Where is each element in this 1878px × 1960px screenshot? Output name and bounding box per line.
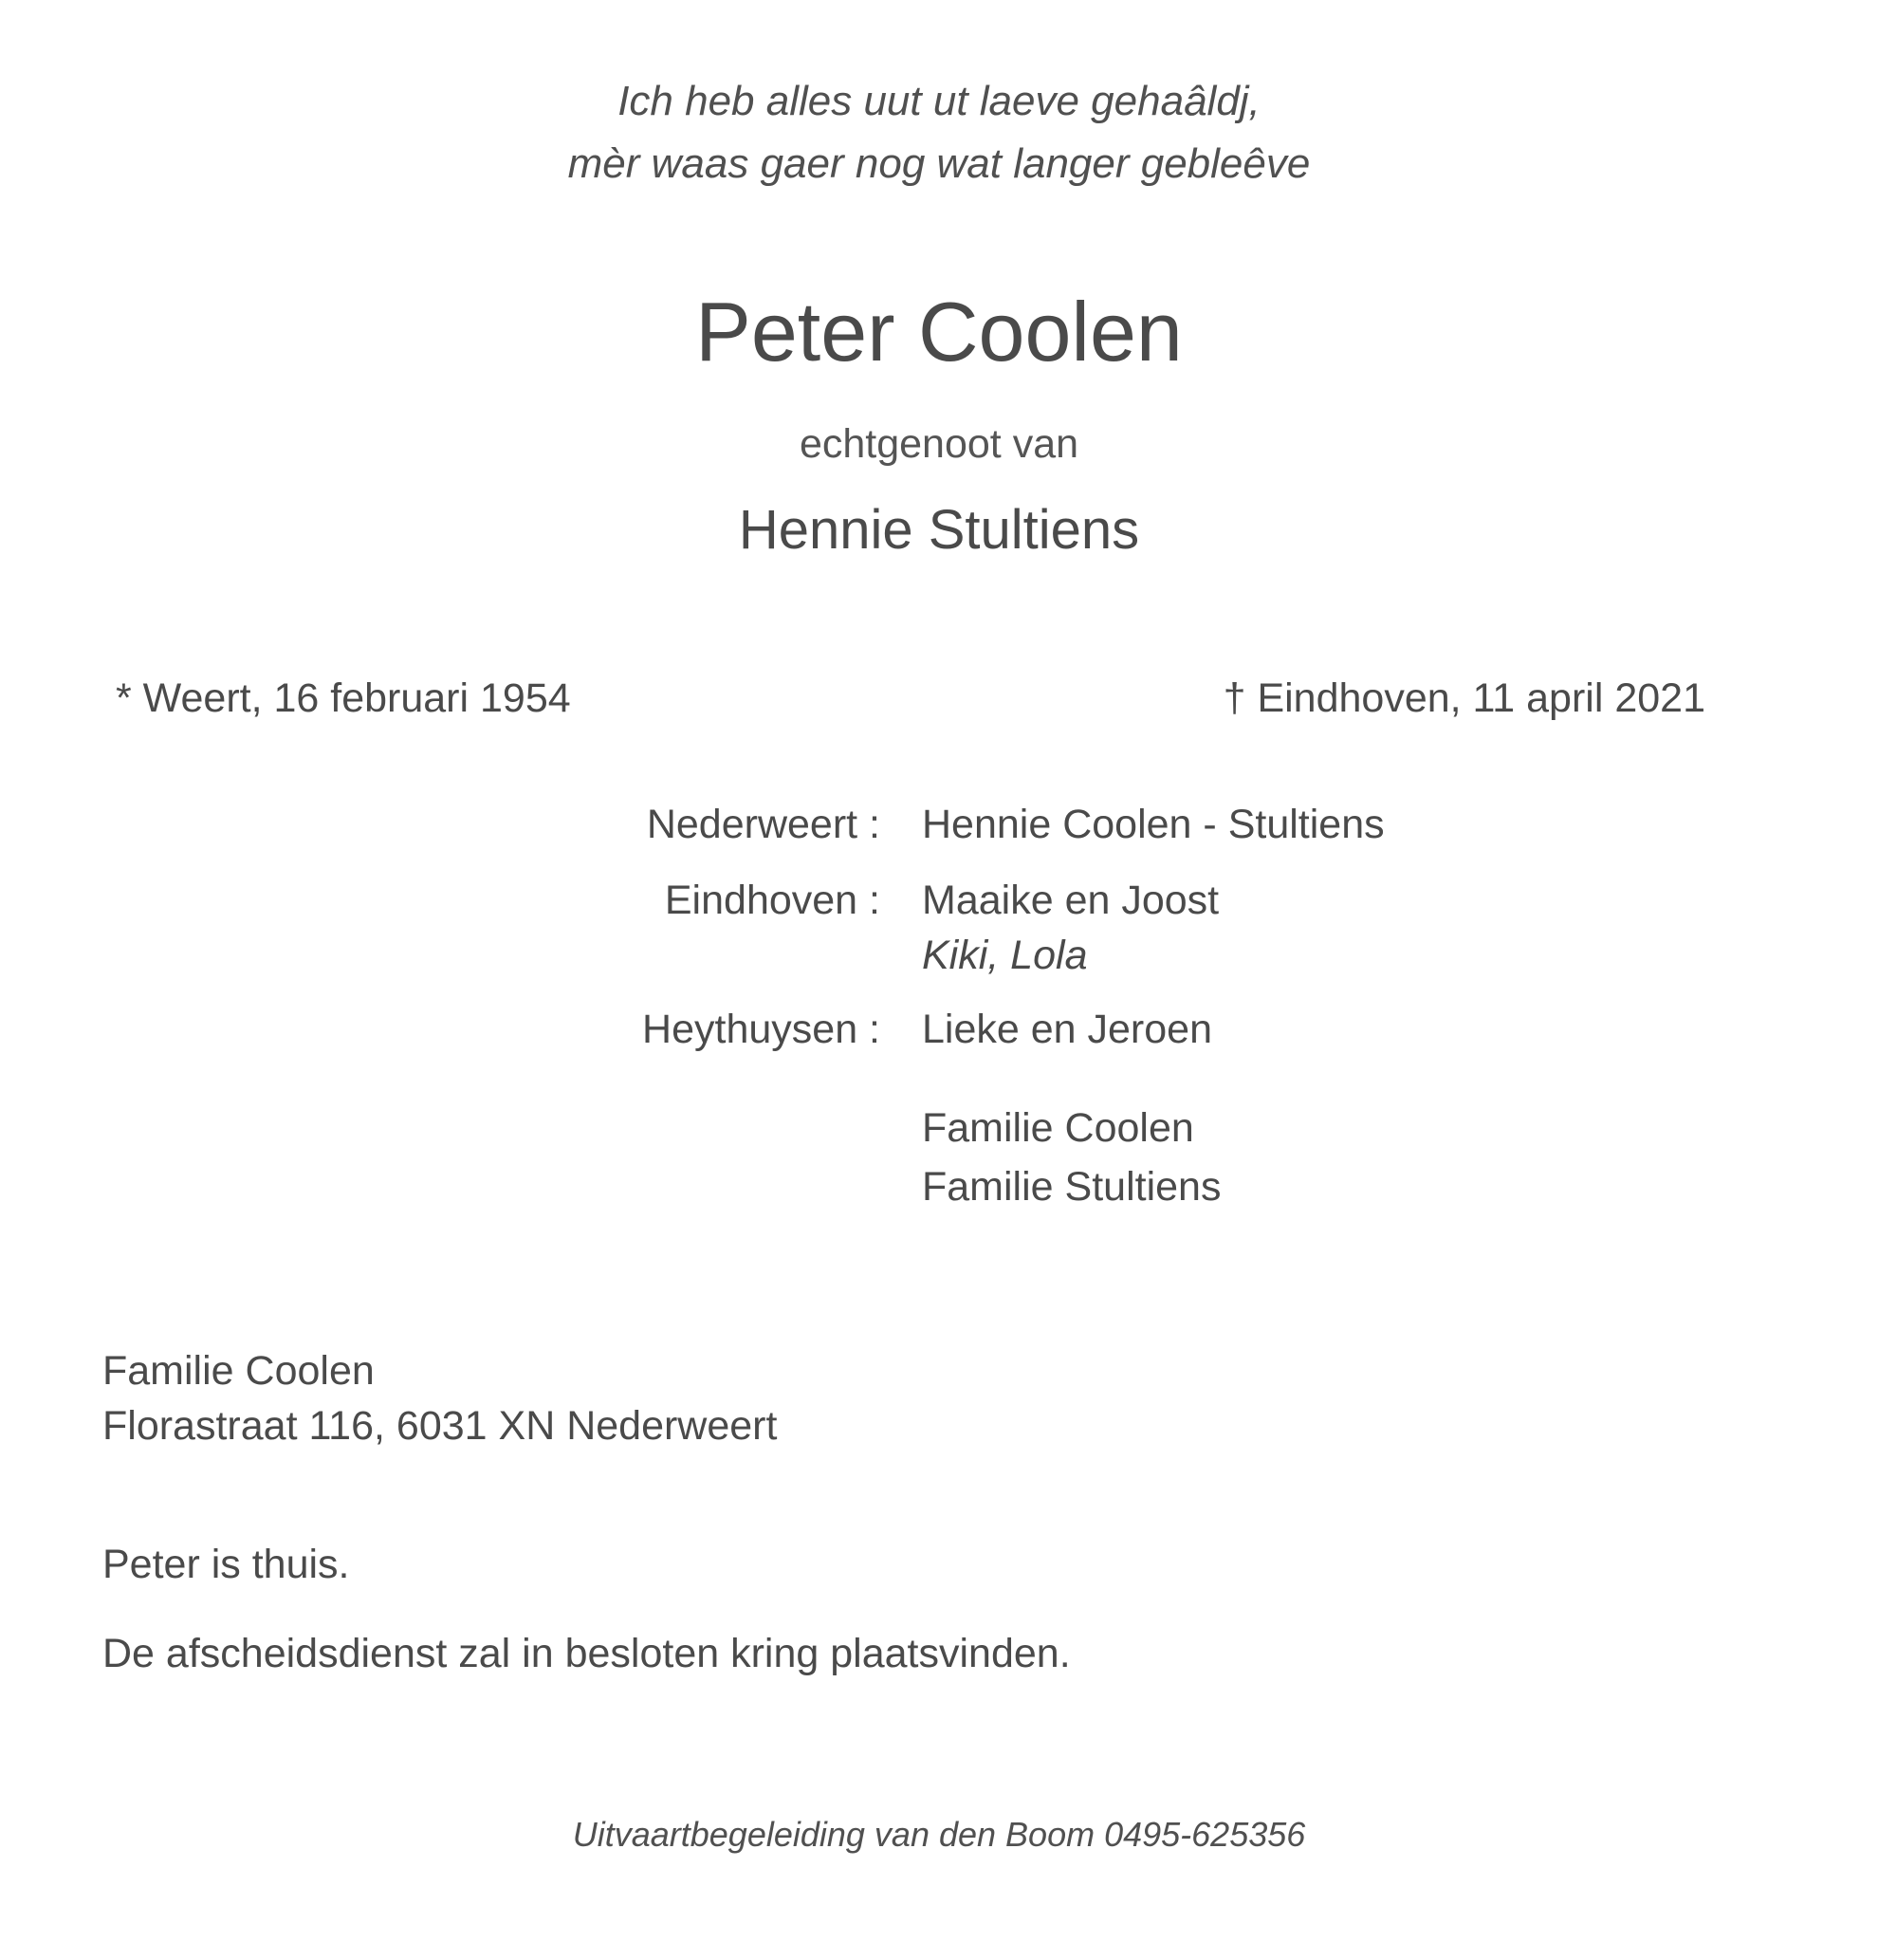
family-names-heythuysen: Lieke en Jeroen	[922, 1007, 1212, 1052]
motto-line-1: Ich heb alles uut ut laeve gehaâldj,	[617, 78, 1261, 124]
birth-date: * Weert, 16 februari 1954	[116, 675, 571, 721]
spouse-name: Hennie Stultiens	[738, 499, 1140, 561]
extended-family-stultiens: Familie Stultiens	[922, 1164, 1222, 1210]
deceased-name: Peter Coolen	[695, 285, 1183, 379]
address-line-2: Florastraat 116, 6031 XN Nederweert	[102, 1403, 778, 1449]
note-home: Peter is thuis.	[102, 1542, 350, 1587]
death-date: † Eindhoven, 11 april 2021	[1223, 675, 1705, 721]
address-line-1: Familie Coolen	[102, 1348, 375, 1394]
family-names-nederweert: Hennie Coolen - Stultiens	[922, 802, 1385, 847]
family-names-eindhoven: Maaike en Joost	[922, 878, 1220, 923]
motto-line-2: mèr waas gaer nog wat langer gebleêve	[567, 140, 1311, 187]
funeral-director: Uitvaartbegeleiding van den Boom 0495-625356	[572, 1815, 1306, 1854]
note-service: De afscheidsdienst zal in besloten kring plaatsvinden.	[102, 1631, 1071, 1676]
extended-family-coolen: Familie Coolen	[922, 1105, 1194, 1151]
grandchildren-names: Kiki, Lola	[922, 933, 1088, 978]
family-place-nederweert: Nederweert :	[646, 802, 880, 847]
motto	[0, 70, 1878, 195]
family-place-heythuysen: Heythuysen :	[642, 1007, 880, 1052]
family-place-eindhoven: Eindhoven :	[664, 878, 880, 923]
relation-text: echtgenoot van	[799, 421, 1079, 467]
